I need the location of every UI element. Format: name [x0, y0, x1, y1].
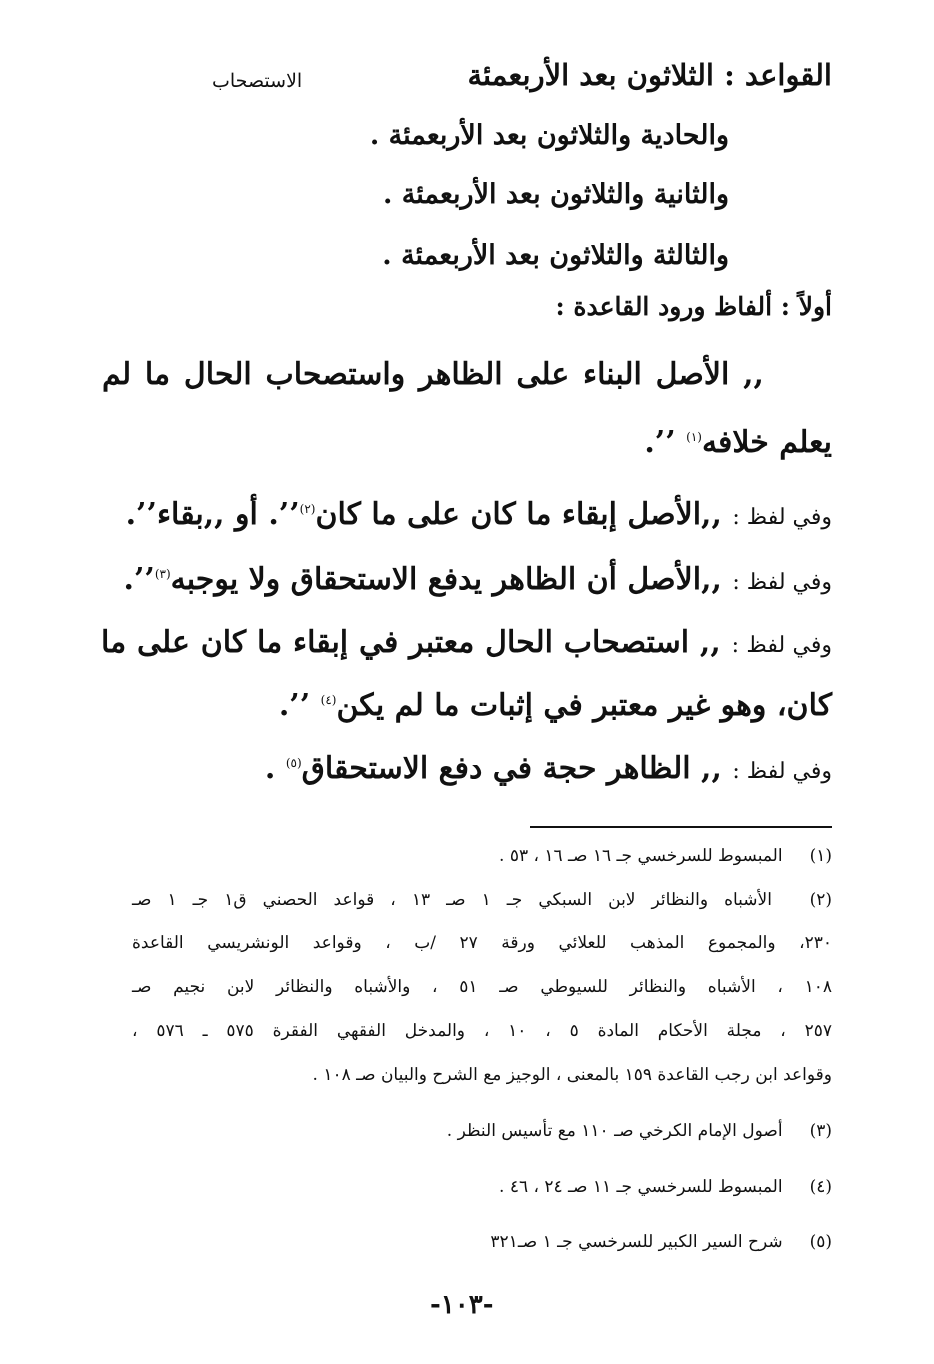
- wording-text: ,,الأصل إبقاء ما كان على ما كان: [315, 497, 733, 532]
- footnote-number: (٤): [809, 1177, 832, 1197]
- wording-prefix: وفي لفظ :: [732, 570, 832, 595]
- wording-prefix: وفي لفظ :: [732, 505, 832, 530]
- wording-end: ’’. أو ,,بقاء’’.: [125, 497, 300, 532]
- wording-prefix: وفي لفظ :: [732, 759, 832, 784]
- wording-text: ,,الأصل أن الظاهر يدفع الاستحقاق ولا يوجبه: [170, 562, 733, 597]
- page-number: -١٠٣-: [430, 1290, 494, 1320]
- rule-title-line: والثانية والثلاثون بعد الأربعمئة .: [382, 179, 729, 210]
- footnote-5: [490, 1232, 832, 1252]
- footnote-2: [132, 890, 832, 910]
- footnote-2-line: وقواعد ابن رجب القاعدة ١٥٩ بالمعنى ، الوجيز مع الشرح والبيان صـ ١٠٨ .: [312, 1065, 832, 1085]
- footnote-2-line: ٢٣٠، والمجموع المذهب للعلائي ورقة ٢٧ /ب ، وقواعد الونشريسي القاعدة: [132, 933, 832, 953]
- footnote-ref: (١): [686, 430, 702, 444]
- rule-wording-main-line-end: [644, 425, 832, 460]
- wording-end: .: [264, 751, 286, 786]
- footnote-ref: (٤): [320, 693, 337, 707]
- footnote-1: [499, 846, 832, 866]
- wording-prefix: وفي لفظ :: [731, 633, 833, 658]
- footnote-ref: (٣): [154, 567, 171, 581]
- footnote-text: الأشباه والنظائر لابن السبكي جـ ١ صـ ١٣ ، قواعد الحصني ق١ جـ ١ صـ: [132, 890, 772, 910]
- alternate-wording: [124, 562, 833, 597]
- rule-title-line: والحادية والثلاثون بعد الأربعمئة .: [369, 120, 729, 151]
- alternate-wording: [265, 751, 832, 786]
- page-header-title: القواعد : الثلاثون بعد الأربعمئة: [467, 58, 832, 92]
- wording-text: كان، وهو غير معتبر في إثبات ما لم يكن: [336, 688, 832, 723]
- footnote-number: (٣): [809, 1121, 832, 1141]
- alternate-wording-continuation: [279, 688, 832, 723]
- footnote-4: [499, 1177, 832, 1197]
- footnote-2-line: ١٠٨ ، الأشباه والنظائر للسيوطي صـ ٥١ ، والأشباه والنظائر لابن نجيم صـ: [132, 977, 832, 997]
- footnote-text: المبسوط للسرخسي جـ ١١ صـ ٢٤ ، ٤٦ .: [499, 1177, 783, 1197]
- footnote-number: (٥): [809, 1232, 832, 1252]
- footnote-text: أصول الإمام الكرخي صـ ١١٠ مع تأسيس النظر .: [446, 1121, 783, 1141]
- alternate-wording: [101, 625, 832, 660]
- rule-wording-main-line: ,, الأصل البناء على الظاهر واستصحاب الحال ما لم: [102, 357, 764, 392]
- wording-text: ,, الظاهر حجة في دفع الاستحقاق: [301, 751, 733, 786]
- footnote-number: (١): [809, 846, 832, 866]
- wording-end: ’’.: [123, 562, 155, 597]
- alternate-wording: [126, 497, 832, 532]
- footnote-number: (٢): [809, 890, 832, 910]
- wording-end: ’’.: [278, 688, 321, 723]
- footnote-2-line: ٢٥٧ ، مجلة الأحكام المادة ٥ ، ١٠ ، والمدخل الفقهي الفقرة ٥٧٥ ـ ٥٧٦ ،: [132, 1021, 833, 1041]
- body-text: يعلم خلافه: [701, 425, 832, 460]
- footnote-3: [447, 1121, 832, 1141]
- running-head-topic: الاستصحاب: [212, 70, 303, 92]
- footnote-divider: [530, 826, 832, 828]
- footnote-text: شرح السير الكبير للسرخسي جـ ١ صـ٣٢١: [490, 1232, 783, 1252]
- section-heading: أولاً : ألفاظ ورود القاعدة :: [555, 292, 832, 321]
- rule-title-line: والثالثة والثلاثون بعد الأربعمئة .: [382, 240, 729, 271]
- footnote-ref: (٢): [299, 502, 316, 516]
- wording-text: ,, استصحاب الحال معتبر في إبقاء ما كان على ما: [101, 625, 732, 660]
- footnote-text: المبسوط للسرخسي جـ ١٦ صـ ١٦ ، ٥٣ .: [499, 846, 783, 866]
- body-text: ’’.: [644, 425, 687, 460]
- footnote-ref: (٥): [285, 756, 302, 770]
